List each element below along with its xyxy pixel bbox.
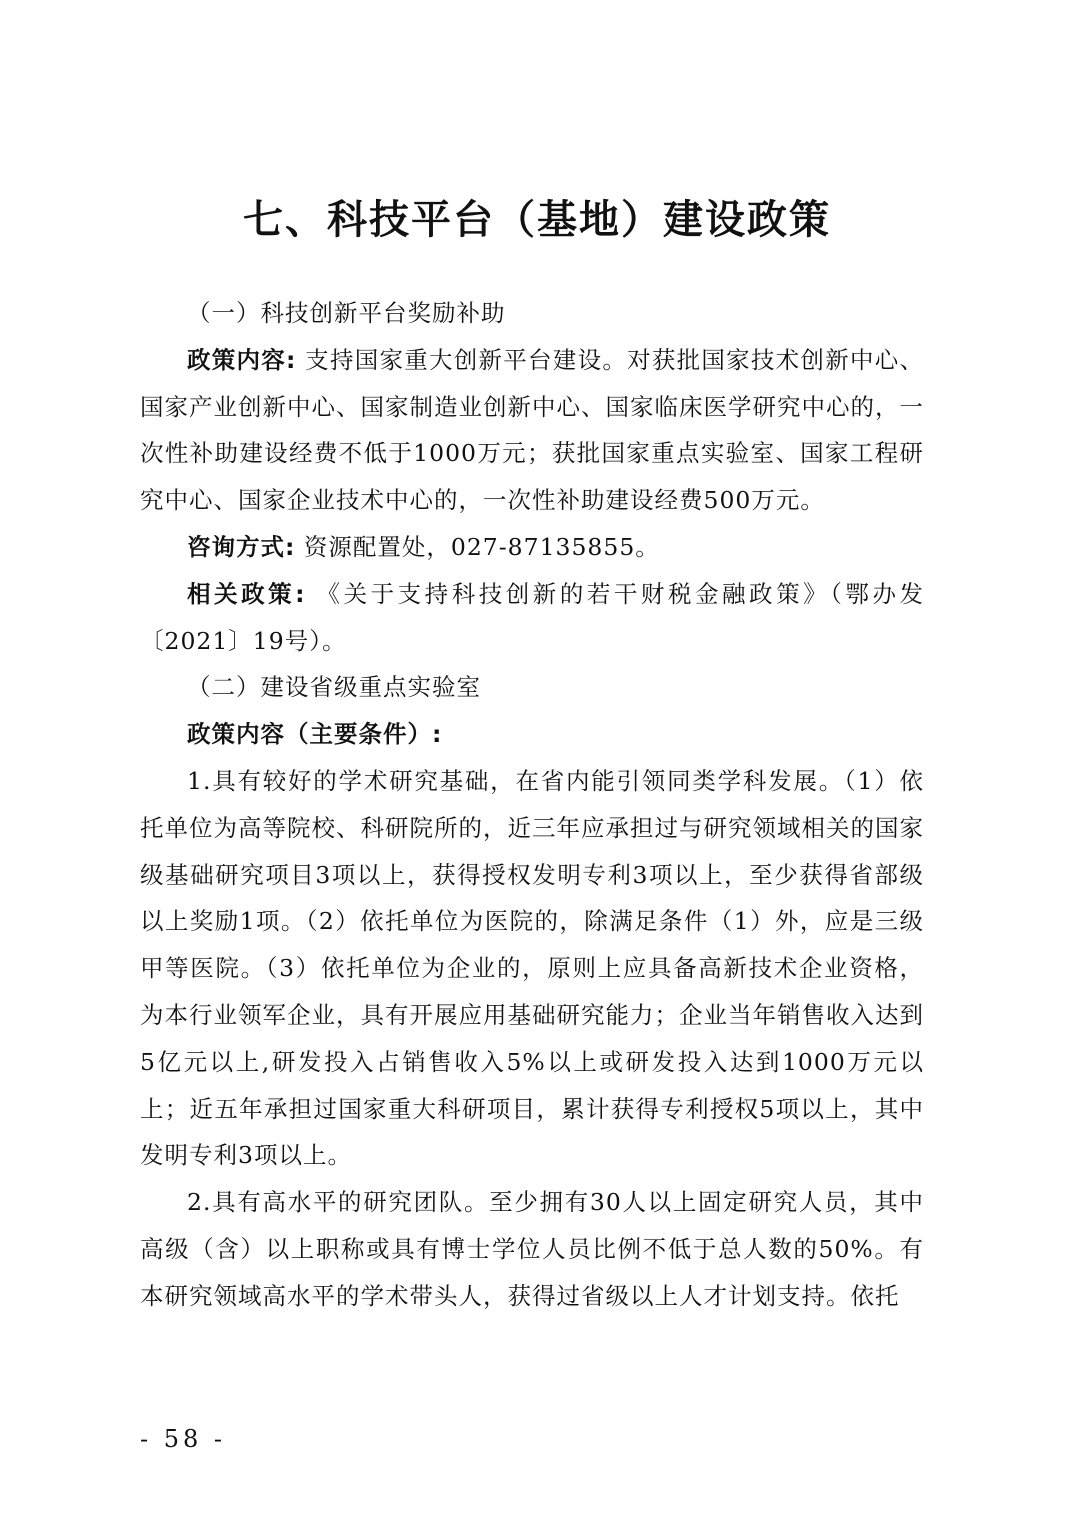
section-1-related (140, 571, 924, 665)
related-label: 相关政策: (187, 579, 306, 608)
document-body (140, 290, 924, 1320)
related-text: 《关于支持科技创新的若干财税金融政策》（鄂办发〔2021〕19号）。 (140, 579, 924, 655)
page-title: 七、科技平台（基地）建设政策 (243, 197, 831, 243)
section-2-policy-label: 政策内容（主要条件）: (187, 720, 443, 749)
section-2-policy-heading (140, 711, 924, 758)
section-1-heading: （一）科技创新平台奖励补助 (187, 299, 506, 327)
policy-label: 政策内容: (187, 345, 297, 374)
section-1-consult (140, 524, 924, 571)
consult-text: 资源配置处，027-87135855。 (295, 532, 660, 561)
consult-label: 咨询方式: (187, 532, 296, 561)
section-2-item-2: 2.具有高水平的研究团队。至少拥有30人以上固定研究人员，其中高级（含）以上职称或具有博士学位人员比例不低于总人数的50%。有本研究领域高水平的学术带头人，获得过省级以上人才计划支持。依托 (140, 1188, 924, 1310)
section-1-policy (140, 337, 924, 524)
policy-text: 支持国家重大创新平台建设。对获批国家技术创新中心、国家产业创新中心、国家制造业创新中心、国家临床医学研究中心的，一次性补助建设经费不低于1000万元；获批国家重点实验室、国家工程研究中心、国家企业技术中心的，一次性补助建设经费500万元。 (140, 345, 924, 515)
section-2-item-1: 1.具有较好的学术研究基础，在省内能引领同类学科发展。（1）依托单位为高等院校、科研院所的，近三年应承担过与研究领域相关的国家级基础研究项目3项以上，获得授权发明专利3项以上，至少获得省部级以上奖励1项。（2）依托单位为医院的，除满足条件（1）外，应是三级甲等医院。（3）依托单位为企业的，原则上应具备高新技术企业资格，为本行业领军企业，具有开展应用基础研究能力；企业当年销售收入达到5亿元以上,研发投入占销售收入5%以上或研发投入达到1000万元以上；近五年承担过国家重大科研项目，累计获得专利授权5项以上，其中发明专利3项以上。 (140, 766, 924, 1170)
page-number: - 58 - (140, 1425, 227, 1453)
section-2-heading: （二）建设省级重点实验室 (187, 673, 481, 702)
